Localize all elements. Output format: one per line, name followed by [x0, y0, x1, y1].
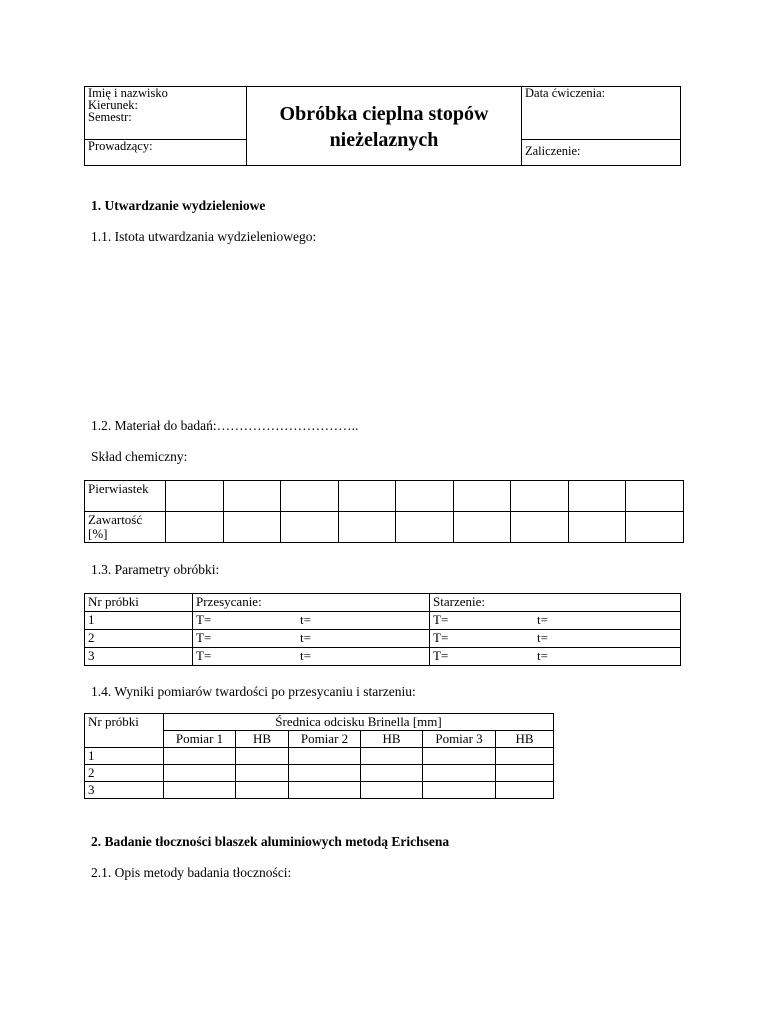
hb-2-header: HB	[361, 731, 423, 748]
value-cell[interactable]	[361, 748, 423, 765]
composition-row-elements	[85, 481, 684, 512]
title-line1: Obróbka cieplna stopów	[279, 103, 489, 125]
hardness-row	[85, 782, 554, 799]
brinell-diameter-header: Średnica odcisku Brinella [mm]	[164, 714, 554, 731]
treatment-row	[85, 648, 681, 666]
item-1-1: 1.1. Istota utwardzania wydzieleniowego:	[91, 229, 317, 244]
time-label: t=	[537, 612, 548, 627]
value-cell[interactable]	[236, 782, 289, 799]
grade-cell	[522, 140, 681, 166]
time-label: t=	[300, 648, 311, 663]
solution-params[interactable]	[193, 648, 430, 666]
item-1-2: 1.2. Materiał do badań:…………………………..	[91, 418, 359, 433]
time-label: t=	[537, 630, 548, 645]
sample-no: 2	[85, 630, 193, 648]
content-cell[interactable]	[338, 512, 396, 543]
aging-params[interactable]	[430, 648, 681, 666]
content-cell[interactable]	[223, 512, 281, 543]
hardness-row	[85, 765, 554, 782]
title-line2: nieżelaznych	[329, 129, 439, 151]
value-cell[interactable]	[236, 765, 289, 782]
aging-header: Starzenie:	[430, 594, 681, 612]
solution-params[interactable]	[193, 612, 430, 630]
semester-label: Semestr:	[88, 110, 132, 124]
item-1-3: 1.3. Parametry obróbki:	[91, 562, 220, 577]
element-cell[interactable]	[568, 481, 626, 512]
aging-params[interactable]	[430, 612, 681, 630]
value-cell[interactable]	[361, 782, 423, 799]
hardness-table	[84, 713, 554, 799]
composition-label: Skład chemiczny:	[91, 449, 188, 464]
item-2-1: 2.1. Opis metody badania tłoczności:	[91, 865, 292, 880]
section1-heading: 1. Utwardzanie wydzieleniowe	[91, 198, 266, 213]
element-cell[interactable]	[396, 481, 454, 512]
hardness-row	[85, 748, 554, 765]
value-cell[interactable]	[289, 765, 361, 782]
composition-row-content	[85, 512, 684, 543]
aging-params[interactable]	[430, 630, 681, 648]
temp-label: T=	[433, 630, 449, 645]
sample-no-header: Nr próbki	[85, 594, 193, 612]
content-cell[interactable]	[453, 512, 511, 543]
value-cell[interactable]	[289, 748, 361, 765]
content-cell[interactable]	[396, 512, 454, 543]
name-label: Imię i nazwisko	[88, 86, 168, 100]
temp-label: T=	[196, 612, 212, 627]
header-table	[84, 86, 681, 166]
sample-no: 3	[85, 648, 193, 666]
solution-treatment-header: Przesycanie:	[193, 594, 430, 612]
content-cell[interactable]	[166, 512, 224, 543]
treatment-header-row	[85, 594, 681, 612]
measurement-3-header: Pomiar 3	[423, 731, 496, 748]
element-cell[interactable]	[626, 481, 684, 512]
hb-3-header: HB	[496, 731, 554, 748]
instructor-label: Prowadzący:	[88, 139, 153, 153]
content-cell[interactable]	[626, 512, 684, 543]
value-cell[interactable]	[496, 782, 554, 799]
document-title	[247, 87, 522, 166]
sample-no: 2	[85, 765, 164, 782]
element-cell[interactable]	[453, 481, 511, 512]
instructor-cell	[85, 140, 247, 166]
treatment-row	[85, 612, 681, 630]
value-cell[interactable]	[496, 748, 554, 765]
value-cell[interactable]	[164, 748, 236, 765]
composition-table	[84, 480, 684, 543]
grade-label: Zaliczenie:	[525, 144, 581, 158]
time-label: t=	[300, 630, 311, 645]
value-cell[interactable]	[236, 748, 289, 765]
content-cell[interactable]	[568, 512, 626, 543]
time-label: t=	[537, 648, 548, 663]
value-cell[interactable]	[164, 765, 236, 782]
student-info-cell	[85, 87, 247, 140]
element-cell[interactable]	[338, 481, 396, 512]
measurement-2-header: Pomiar 2	[289, 731, 361, 748]
temp-label: T=	[196, 630, 212, 645]
element-cell[interactable]	[281, 481, 339, 512]
value-cell[interactable]	[164, 782, 236, 799]
element-cell[interactable]	[166, 481, 224, 512]
hardness-header-row	[85, 714, 554, 731]
date-label: Data ćwiczenia:	[525, 86, 606, 100]
date-cell	[522, 87, 681, 140]
value-cell[interactable]	[496, 765, 554, 782]
element-header: Pierwiastek	[85, 481, 166, 512]
treatment-table	[84, 593, 681, 666]
value-cell[interactable]	[423, 782, 496, 799]
hb-1-header: HB	[236, 731, 289, 748]
element-cell[interactable]	[511, 481, 569, 512]
time-label: t=	[300, 612, 311, 627]
sample-no-header: Nr próbki	[85, 714, 164, 748]
value-cell[interactable]	[423, 748, 496, 765]
solution-params[interactable]	[193, 630, 430, 648]
sample-no: 3	[85, 782, 164, 799]
temp-label: T=	[196, 648, 212, 663]
temp-label: T=	[433, 648, 449, 663]
value-cell[interactable]	[289, 782, 361, 799]
content-cell[interactable]	[511, 512, 569, 543]
sample-no: 1	[85, 748, 164, 765]
content-header: Zawartość [%]	[85, 512, 166, 543]
measurement-1-header: Pomiar 1	[164, 731, 236, 748]
treatment-row	[85, 630, 681, 648]
direction-label: Kierunek:	[88, 98, 138, 112]
temp-label: T=	[433, 612, 449, 627]
section2-heading: 2. Badanie tłoczności blaszek aluminiowych metodą Erichsena	[91, 834, 450, 849]
element-cell[interactable]	[223, 481, 281, 512]
sample-no: 1	[85, 612, 193, 630]
item-1-4: 1.4. Wyniki pomiarów twardości po przesycaniu i starzeniu:	[91, 684, 416, 699]
value-cell[interactable]	[423, 765, 496, 782]
value-cell[interactable]	[361, 765, 423, 782]
content-cell[interactable]	[281, 512, 339, 543]
